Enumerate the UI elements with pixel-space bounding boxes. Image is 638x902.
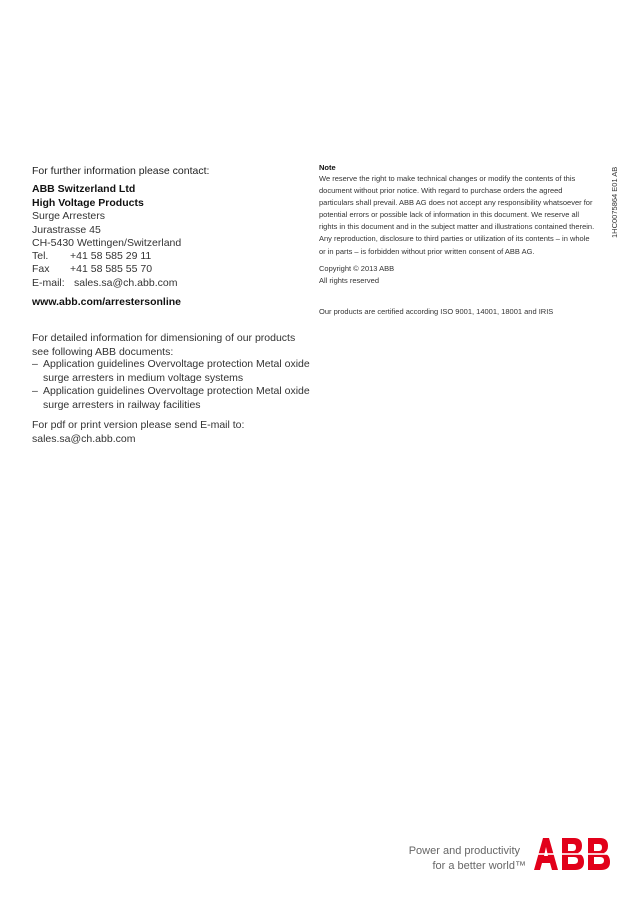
fax-number: +41 58 585 55 70 <box>70 263 153 275</box>
pdf-request-note <box>32 418 312 446</box>
address-line-department: Surge Arresters <box>32 210 105 222</box>
email-label: E-mail: <box>32 277 65 289</box>
pdf-request-email-link[interactable]: sales.sa@ch.abb.com <box>32 433 136 445</box>
tagline-line-2: for a better world™ <box>432 860 526 872</box>
pdf-request-text: For pdf or print version please send E-mail to: <box>32 419 245 431</box>
document-code: 1HC0075864 E01 AB <box>610 166 619 238</box>
email-link[interactable]: sales.sa@ch.abb.com <box>74 277 178 289</box>
abb-logo <box>534 838 614 870</box>
list-item <box>32 385 317 412</box>
document-title: Application guidelines Overvoltage protection Metal oxide surge arresters in medium voltage systems <box>43 358 310 384</box>
tagline-line-1: Power and productivity <box>408 845 520 857</box>
list-dash: – <box>32 358 38 370</box>
certification-text: Our products are certified according ISO 9001, 14001, 18001 and IRIS <box>319 307 554 316</box>
division-name: High Voltage Products <box>32 197 144 209</box>
telephone-number[interactable]: +41 58 585 29 11 <box>70 250 152 262</box>
list-dash: – <box>32 385 38 397</box>
address-line-street: Jurastrasse 45 <box>32 224 101 236</box>
fax-row <box>32 263 152 275</box>
email-row <box>32 277 177 289</box>
documents-intro: For detailed information for dimensioning of our products see following ABB documents: <box>32 332 296 358</box>
website-link[interactable]: www.abb.com/arrestersonline <box>32 296 181 308</box>
document-title: Application guidelines Overvoltage protection Metal oxide surge arresters in railway facilities <box>43 385 310 411</box>
documents-list <box>32 358 317 412</box>
list-item <box>32 358 317 385</box>
contact-intro: For further information please contact: <box>32 165 210 177</box>
note-body: We reserve the right to make technical changes or modify the contents of this document without prior notice. With regard to purchase orders the agreed particulars shall prevail. ABB AG does not accept any responsibility whatsoever for potential errors or possible lack of information in this document. We reserve all rights in this document and in the subject matter and illustrations contained therein. Any reproduction, disclosure to third parties or utilization of its contents – in whole or in parts – is forbidden without prior written consent of ABB AG. <box>319 174 595 256</box>
rights-text: All rights reserved <box>319 276 380 285</box>
fax-label: Fax <box>32 263 50 275</box>
company-name: ABB Switzerland Ltd <box>32 183 136 195</box>
address-line-city: CH-5430 Wettingen/Switzerland <box>32 237 182 249</box>
copyright-text: Copyright © 2013 ABB <box>319 264 395 273</box>
telephone-row <box>32 250 151 262</box>
telephone-label: Tel. <box>32 250 49 262</box>
note-heading: Note <box>319 163 336 172</box>
